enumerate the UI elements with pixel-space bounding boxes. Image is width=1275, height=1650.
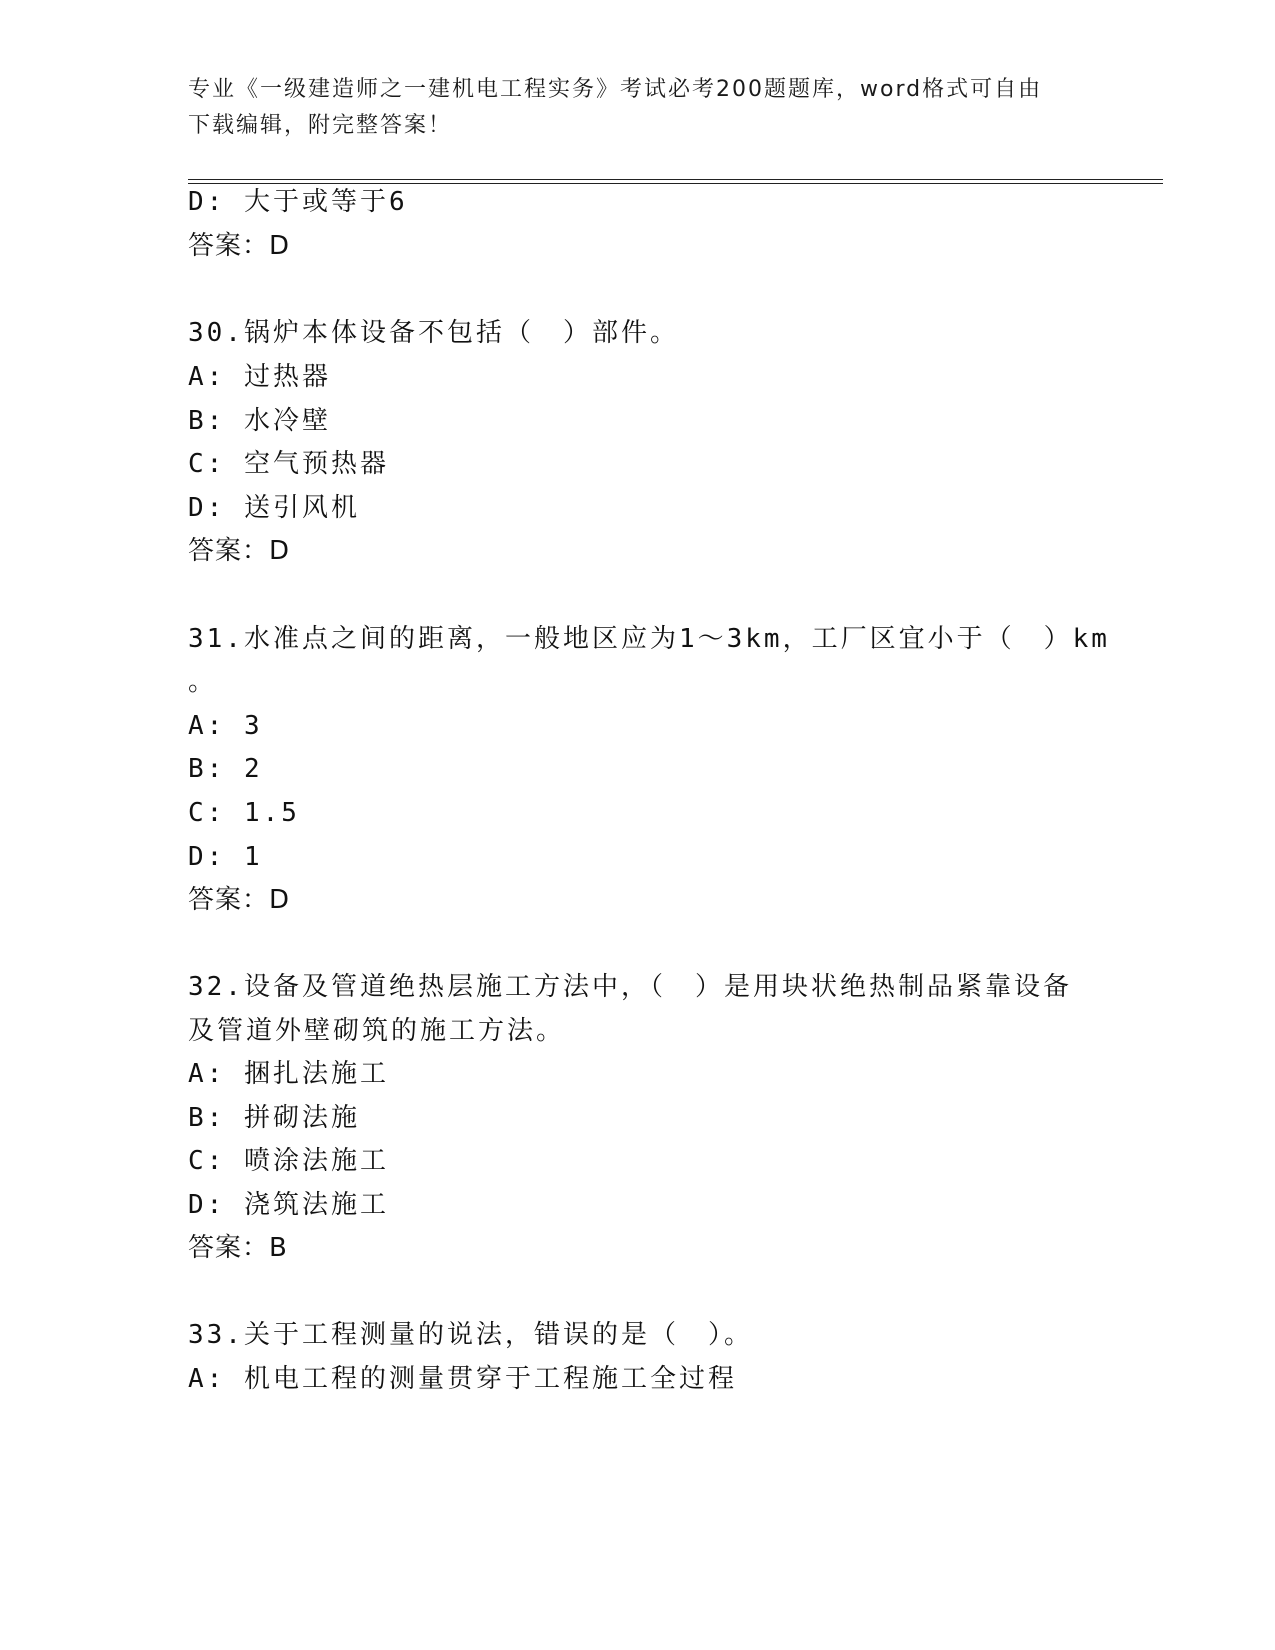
q32-option-b: B: 拼砌法施: [188, 1103, 360, 1133]
q32-answer: 答案：B: [188, 1233, 288, 1263]
q32-stem-line-1: 32.设备及管道绝热层施工方法中，（ ）是用块状绝热制品紧靠设备: [188, 972, 1072, 1002]
header-line-1: 专业《一级建造师之一建机电工程实务》考试必考200题题库，word格式可自由: [188, 77, 1043, 102]
q30-option-a: A: 过热器: [188, 362, 331, 392]
q31-option-a: A: 3: [188, 711, 263, 741]
q32-option-a: A: 捆扎法施工: [188, 1059, 389, 1089]
header-line-2: 下载编辑，附完整答案！: [188, 113, 453, 138]
q31-option-d: D: 1: [188, 842, 263, 872]
q33-stem: 33.关于工程测量的说法，错误的是（ ）。: [188, 1320, 753, 1350]
header-divider-top: [188, 179, 1163, 180]
q30-option-c: C: 空气预热器: [188, 449, 389, 479]
q30-stem: 30.锅炉本体设备不包括（ ）部件。: [188, 318, 679, 348]
q31-stem-line-1: 31.水准点之间的距离，一般地区应为1～3km，工厂区宜小于（ ）km: [188, 624, 1110, 654]
q30-option-b: B: 水冷壁: [188, 406, 331, 436]
q31-option-b: B: 2: [188, 754, 263, 784]
q29-option-d: D: 大于或等于6: [188, 187, 408, 217]
q30-answer: 答案：D: [188, 536, 291, 566]
q29-answer: 答案：D: [188, 231, 291, 261]
q32-option-d: D: 浇筑法施工: [188, 1190, 389, 1220]
q31-answer: 答案：D: [188, 885, 291, 915]
document-header: [188, 72, 1088, 144]
q32-stem-line-2: 及管道外壁砌筑的施工方法。: [188, 1016, 566, 1046]
q31-stem-line-2: 。: [188, 667, 218, 697]
q30-option-d: D: 送引风机: [188, 493, 360, 523]
q32-option-c: C: 喷涂法施工: [188, 1146, 389, 1176]
q31-option-c: C: 1.5: [188, 798, 300, 828]
q33-option-a: A: 机电工程的测量贯穿于工程施工全过程: [188, 1364, 737, 1394]
header-divider-bottom: [188, 183, 1163, 184]
